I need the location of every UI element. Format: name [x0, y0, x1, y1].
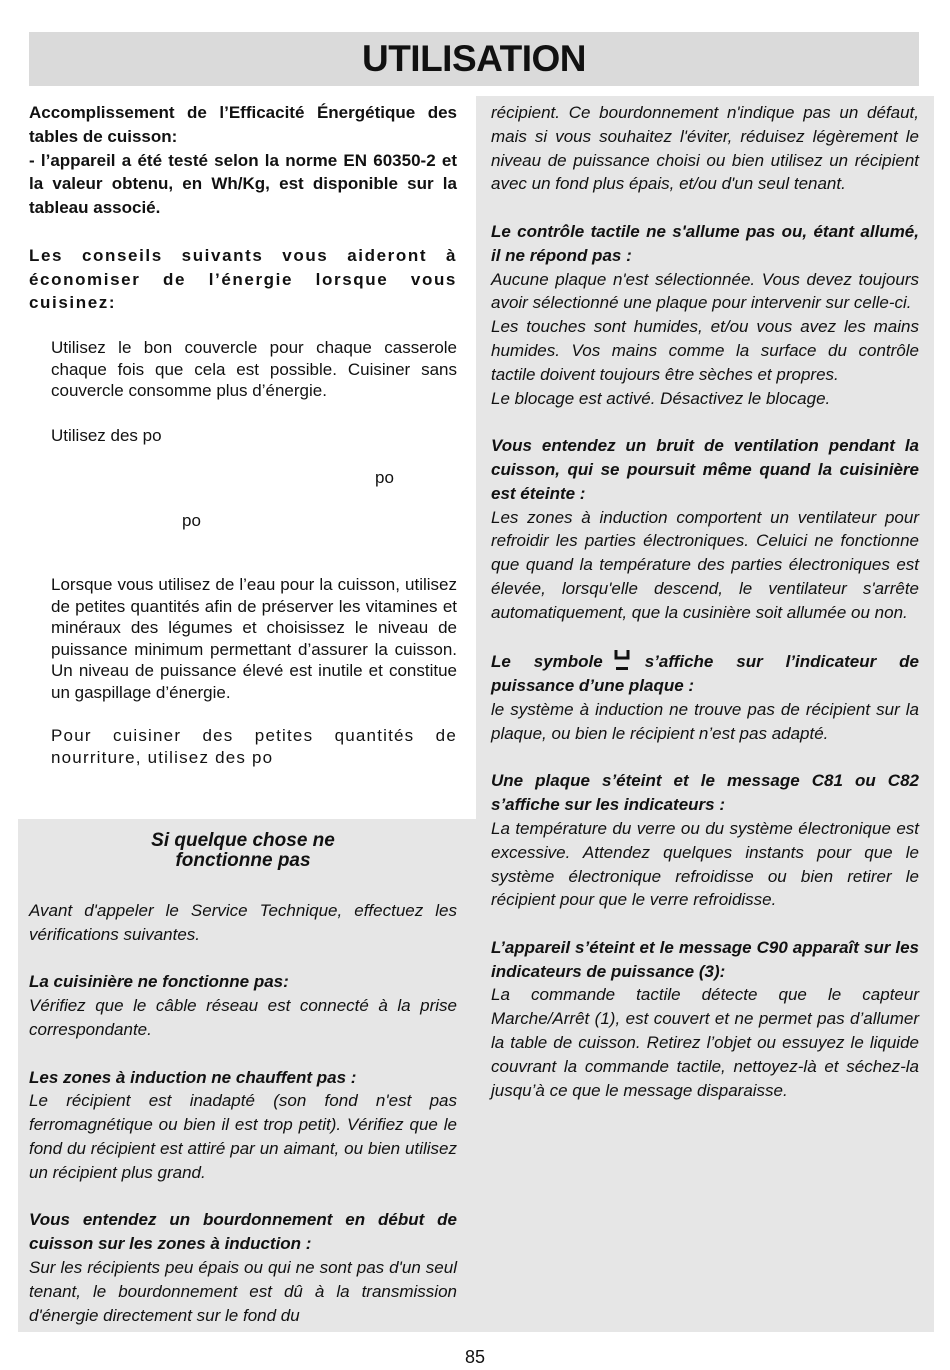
- troubleshoot-intro: Avant d'appeler le Service Technique, effectuez les vérifications suivantes.: [29, 901, 457, 944]
- answer-8: La commande tactile détecte que le capteur Marche/Arrêt (1), est couvert et ne permet pas d’allumer la table de cuisson. Retirez l’objet ou essuyez le liquide couvrant la commande tactile, nettoyez-là et séchez-la jusqu’à ce que le message disparaisse.: [491, 985, 919, 1100]
- tip-fragment-1: po: [375, 468, 394, 487]
- tip-pots: Utilisez des po: [51, 425, 162, 445]
- answer-1: Vérifiez que le câble réseau est connecté à la prise correspondante.: [29, 996, 457, 1039]
- question-6-before: Le symbole: [491, 652, 603, 672]
- question-5: Vous entendez un bruit de ventilation pendant la cuisson, qui se poursuit même quand la cuisinière est éteinte :: [491, 436, 919, 503]
- answer-7: La température du verre ou du système électronique est excessive. Attendez quelques instants pour que le système électronique refroidisse ou bien retirer le récipient pour que le verre refroidisse.: [491, 818, 919, 910]
- question-6-after: s’affiche sur l’indicateur de puissance d’une plaque :: [491, 652, 919, 696]
- energy-text: - l’appareil a été testé selon la norme EN 60350-2 et la valeur obtenu, en Wh/Kg, est disponible sur la tableau associé.: [29, 150, 457, 218]
- page-title: UTILISATION: [361, 38, 586, 79]
- answer-4-1: Aucune plaque n'est sélectionnée. Vous devez toujours avoir sélectionné une plaque pour intervenir sur celle-ci.: [491, 269, 919, 313]
- question-2: Les zones à induction ne chauffent pas :: [29, 1067, 357, 1087]
- tip-small-quantities: Pour cuisiner des petites quantités de nourriture, utilisez des po: [51, 726, 457, 767]
- troubleshoot-heading-line1: Si quelque chose ne: [151, 830, 335, 851]
- energy-heading: Accomplissement de l’Efficacité Énergétique des tables de cuisson:: [29, 103, 457, 146]
- troubleshoot-heading-line2: fonctionne pas: [175, 850, 311, 871]
- tip-lid: Utilisez le bon couvercle pour chaque casserole chaque fois que cela est possible. Cuisiner sans couvercle consomme plus d’énergie.: [51, 338, 457, 400]
- answer-6: le système à induction ne trouve pas de récipient sur la plaque, ou bien le récipient n’est pas adapté.: [491, 699, 919, 743]
- tip-water: Lorsque vous utilisez de l’eau pour la cuisson, utilisez de petites quantités afin de préserver les vitamines et minéraux des légumes et choisissez le niveau de puissance minimum permettant d’assurer la cuisson. Un niveau de puissance élevé est inutile et constitue un gaspillage d’énergie.: [51, 575, 457, 702]
- answer-3-part-2: récipient. Ce bourdonnement n'indique pas un défaut, mais si vous souhaitez l'éviter, réduisez légèrement le niveau de puissance choisi ou bien utilisez un récipient avec un fond plus épais, et/ou d'un seul tenant.: [491, 103, 919, 194]
- tips-list: [51, 337, 457, 768]
- troubleshoot-heading: [29, 831, 457, 871]
- page-number: 85: [464, 1347, 486, 1367]
- question-6: [491, 648, 919, 698]
- question-4: Le contrôle tactile ne s'allume pas ou, étant allumé, il ne répond pas :: [491, 221, 919, 265]
- troubleshoot-section: [29, 831, 457, 1327]
- answer-5: Les zones à induction comportent un ventilateur pour refroidir les parties électroniques. Celuici ne fonctionne que quand la température des parties électroniques est élevée, lorsqu'elle descend, le ventilateur s'arrête automatiquement, que la cusinière soit allumée ou non.: [491, 507, 919, 622]
- no-pan-symbol-icon: [613, 648, 631, 672]
- energy-section: [29, 101, 457, 315]
- troubleshoot-continued: [491, 101, 919, 1102]
- answer-2: Le récipient est inadapté (son fond n'est pas ferromagnétique ou bien il est trop petit). Vérifiez que le fond du récipient est attiré par un aimant, ou bien utilisez un récipient plus grand.: [29, 1091, 457, 1182]
- question-1: La cuisinière ne fonctionne pas:: [29, 972, 289, 992]
- tip-fragment-2: po: [182, 510, 201, 530]
- question-3: Vous entendez un bourdonnement en début de cuisson sur les zones à induction :: [29, 1210, 457, 1254]
- question-7: Une plaque s’éteint et le message C81 ou C82 s’affiche sur les indicateurs :: [491, 771, 919, 815]
- tips-heading: Les conseils suivants vous aideront à économiser de l’énergie lorsque vous cuisinez:: [29, 245, 457, 313]
- answer-4-3: Le blocage est activé. Désactivez le blocage.: [491, 388, 831, 408]
- question-8: L’appareil s’éteint et le message C90 apparaît sur les indicateurs de puissance (3):: [491, 937, 919, 981]
- title-bar: [29, 32, 919, 86]
- answer-3-part-1: Sur les récipients peu épais ou qui ne sont pas d'un seul tenant, le bourdonnement est dû à la transmission d'énergie directement sur le fond du: [29, 1257, 457, 1325]
- answer-4-2: Les touches sont humides, et/ou vous avez les mains humides. Vos mains comme la surface du contrôle tactile doivent toujours être sèches et propres.: [491, 317, 919, 384]
